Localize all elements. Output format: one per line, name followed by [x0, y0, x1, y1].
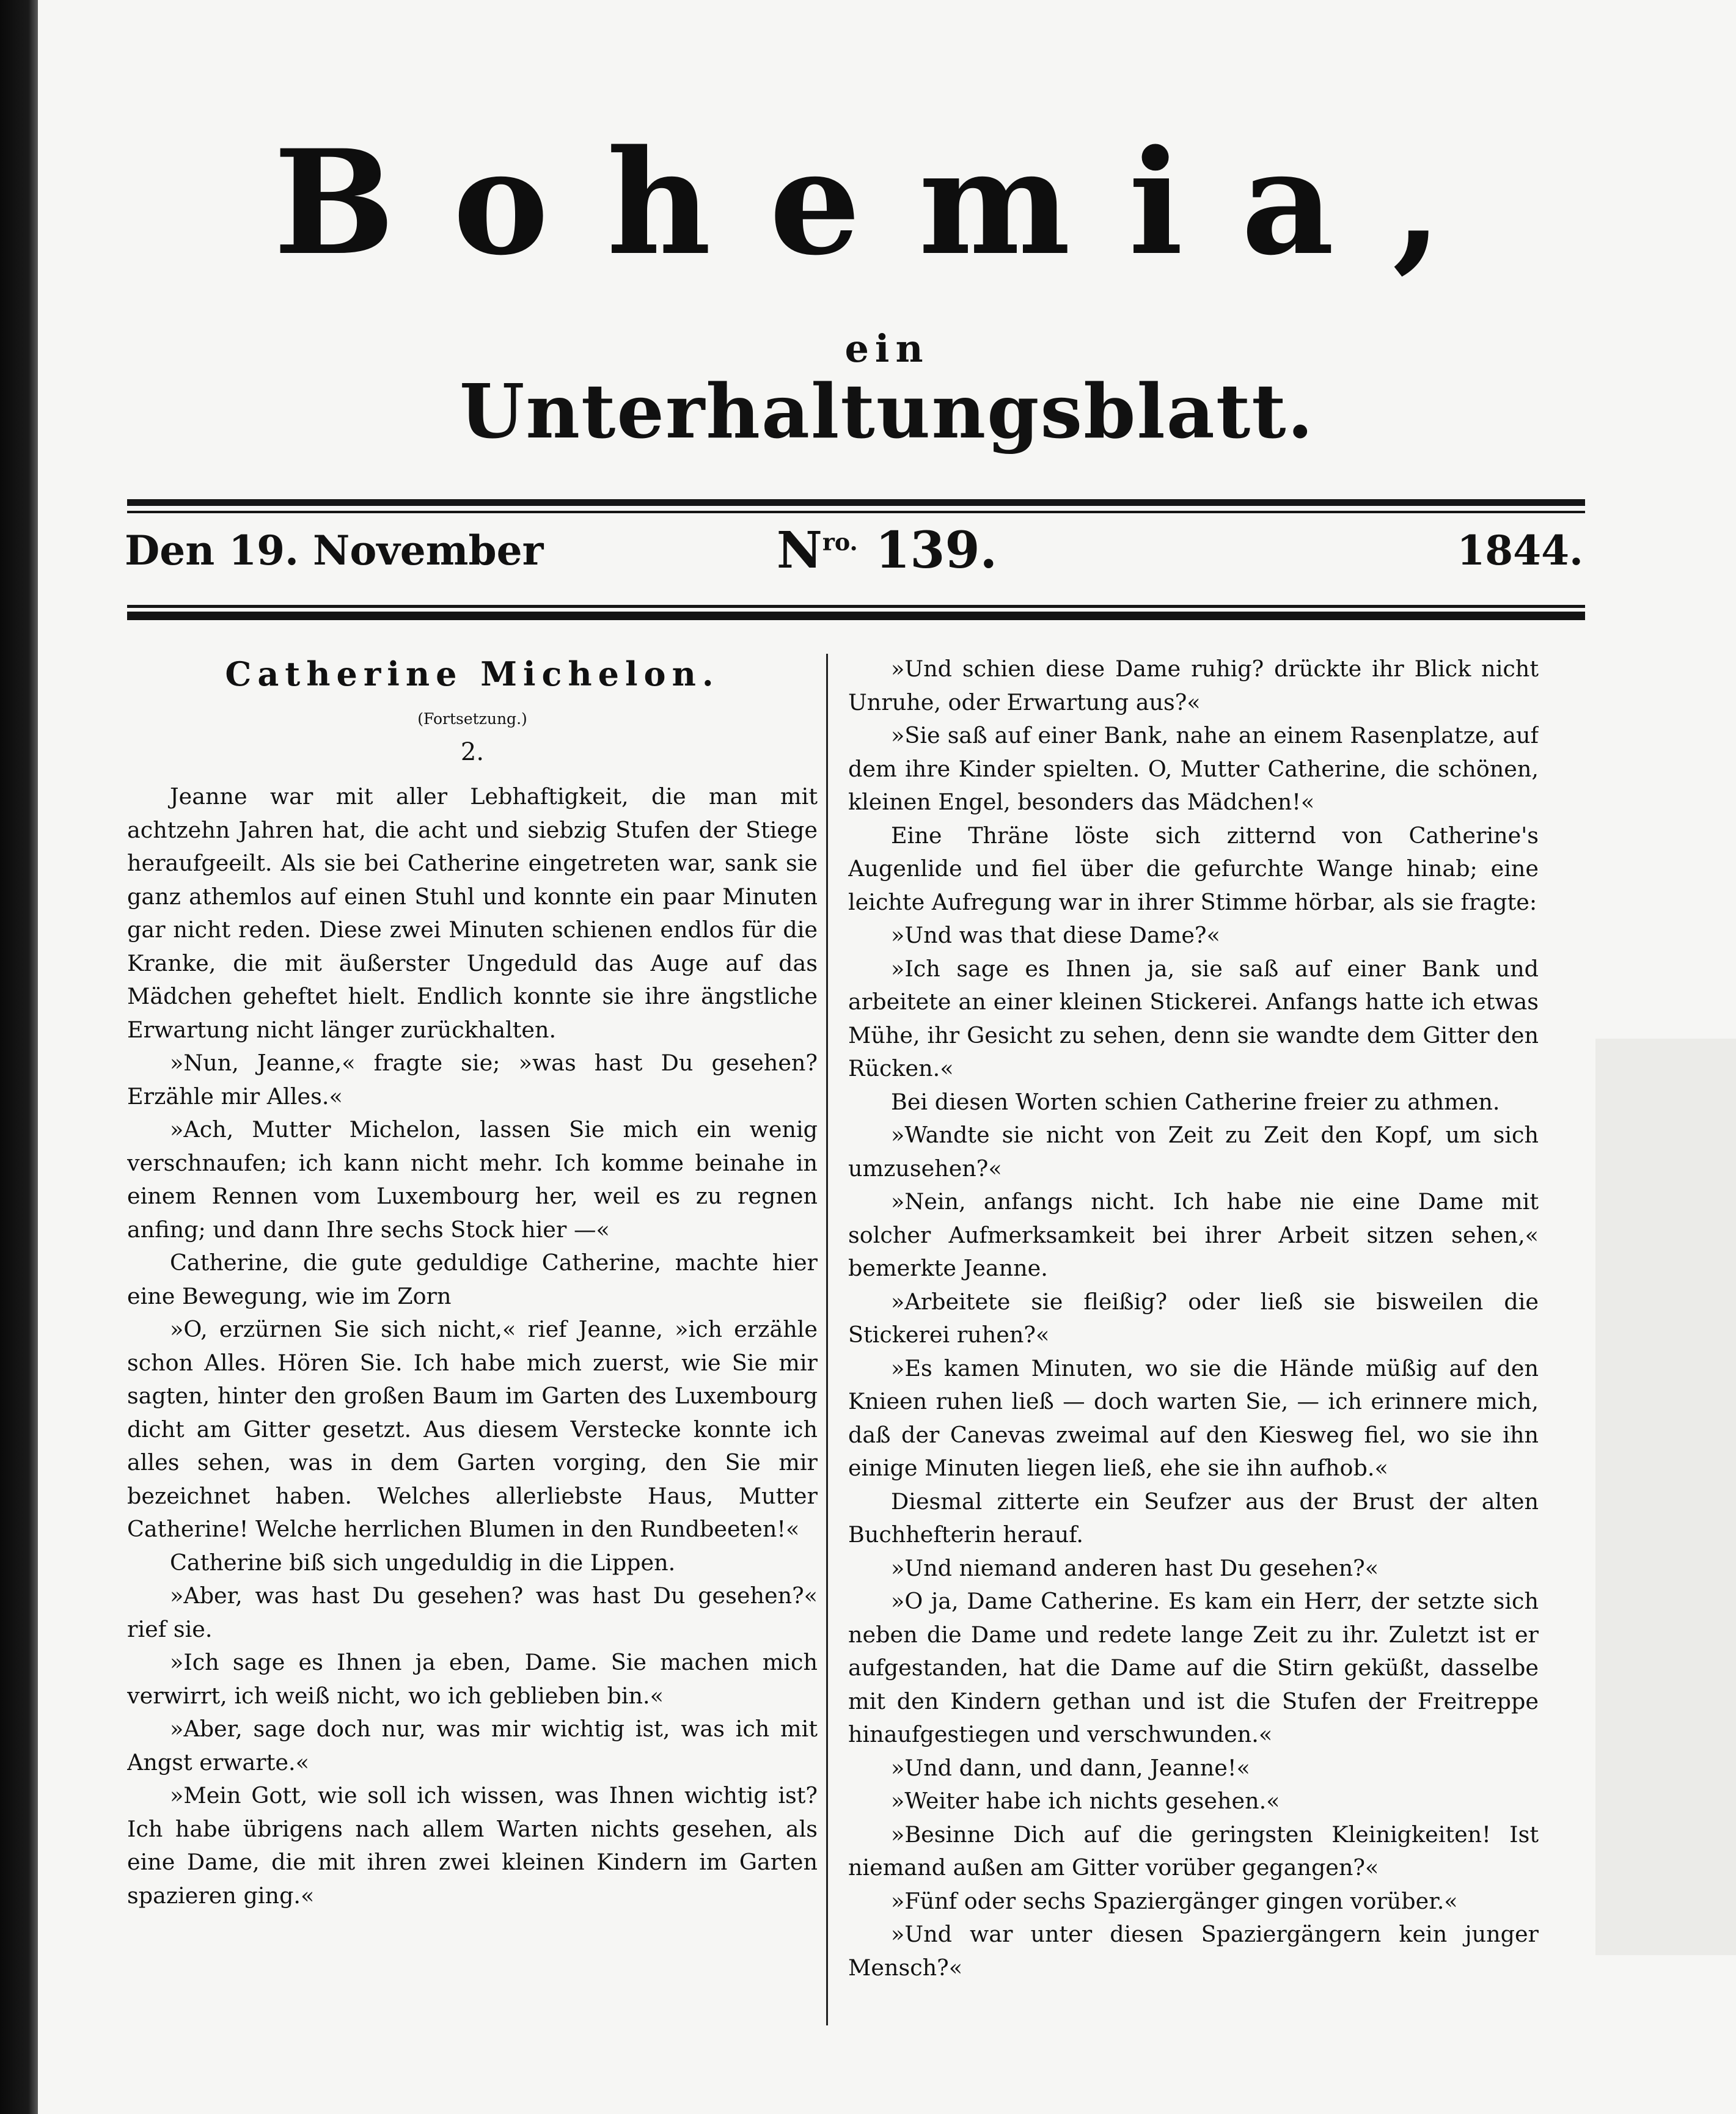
article-paragraph: »Und schien diese Dame ruhig? drückte ihr Blick nicht Unruhe, oder Erwartung aus?«	[848, 656, 1539, 715]
article-paragraph: »Weiter habe ich nichts gesehen.«	[891, 1788, 1280, 1814]
article-paragraph: »Besinne Dich auf die geringsten Kleinigkeiten! Ist niemand außen am Gitter vorüber gegangen?«	[848, 1821, 1539, 1881]
masthead-title: Bohemia,	[273, 119, 1501, 287]
article-paragraph: »Fünf oder sechs Spaziergänger gingen vorüber.«	[891, 1887, 1458, 1914]
right-paragraphs	[848, 653, 1539, 1984]
article-paragraph: »Und niemand anderen hast Du gesehen?«	[891, 1554, 1379, 1581]
newspaper-page	[38, 0, 1736, 2114]
article-paragraph: »Und war unter diesen Spaziergängern kein junger Mensch?«	[848, 1921, 1539, 1981]
issue-date: Den 19. November	[125, 527, 544, 574]
article-paragraph: Catherine, die gute geduldige Catherine, machte hier eine Bewegung, wie im Zorn	[127, 1249, 818, 1309]
article-paragraph: Eine Thräne löste sich zitternd von Catherine's Augenlide und fiel über die gefurchte Wange hinab; eine leichte Aufregung war in ihrer Stimme hörbar, als sie fragte:	[848, 822, 1539, 915]
article-paragraph: Diesmal zitterte ein Seufzer aus der Brust der alten Buchhefterin herauf.	[848, 1488, 1539, 1548]
masthead-subtitle: Unterhaltungsblatt.	[459, 367, 1315, 455]
issue-number-prefix: N	[776, 521, 822, 580]
left-column	[127, 653, 818, 2039]
issue-number-value: 139.	[875, 521, 998, 580]
article-paragraph: Jeanne war mit aller Lebhaftigkeit, die man mit achtzehn Jahren hat, die acht und siebzig Stufen der Stiege heraufgeeilt. Als sie bei Catherine eingetreten war, sank sie ganz athemlos auf einen Stuhl und konnte ein paar Minuten gar nicht reden. Diese zwei Minuten schienen endlos für die Kranke, die mit äußerster Ungeduld das Auge auf das Mädchen geheftet hielt. Endlich konnte sie ihre ängstliche Erwartung nicht länger zurückhalten.	[127, 783, 818, 1043]
article-paragraph: »Sie saß auf einer Bank, nahe an einem Rasenplatze, auf dem ihre Kinder spielten. O, Mutter Catherine, die schönen, kleinen Engel, besonders das Mädchen!«	[848, 722, 1539, 815]
issue-year: 1844.	[1457, 527, 1583, 574]
article-paragraph: »Nun, Jeanne,« fragte sie; »was hast Du gesehen? Erzähle mir Alles.«	[127, 1050, 818, 1110]
top-rule-thick	[127, 499, 1585, 506]
article-paragraph: »Und was that diese Dame?«	[891, 922, 1220, 948]
bleed-through-shade	[1595, 1039, 1736, 1955]
article-paragraph: »O ja, Dame Catherine. Es kam ein Herr, der setzte sich neben die Dame und redete lange Zeit zu ihr. Zuletzt ist er aufgestanden, hat die Dame auf die Stirn geküßt, dasselbe mit den Kindern gethan und ist die Stufen der Freitreppe hinaufgestiegen und verschwunden.«	[848, 1588, 1539, 1747]
column-divider	[826, 654, 828, 2025]
article-continuation: (Fortsetzung.)	[417, 710, 527, 728]
article-paragraph: »Ich sage es Ihnen ja, sie saß auf einer Bank und arbeitete an einer kleinen Stickerei. Anfangs hatte ich etwas Mühe, ihr Gesicht zu sehen, denn sie wandte dem Gitter den Rücken.«	[848, 955, 1539, 1081]
article-paragraph: »Wandte sie nicht von Zeit zu Zeit den Kopf, um sich umzusehen?«	[848, 1122, 1539, 1182]
article-paragraph: »Aber, was hast Du gesehen? was hast Du gesehen?« rief sie.	[127, 1582, 818, 1642]
article-paragraph: »O, erzürnen Sie sich nicht,« rief Jeanne, »ich erzähle schon Alles. Hören Sie. Ich habe mich zuerst, wie Sie mir sagten, hinter den großen Baum im Garten des Luxembourg dicht am Gitter gesetzt. Aus diesem Verstecke konnte ich alles sehen, was in dem Garten vorging, den Sie mir bezeichnet haben. Welches allerliebste Haus, Mutter Catherine! Welche herrlichen Blumen in den Rundbeeten!«	[127, 1316, 818, 1542]
article-title: Catherine Michelon.	[225, 654, 720, 693]
left-paragraphs	[127, 780, 818, 1912]
article-paragraph: »Und dann, und dann, Jeanne!«	[891, 1754, 1250, 1781]
right-column	[848, 653, 1539, 2039]
article-paragraph: »Aber, sage doch nur, was mir wichtig ist, was ich mit Angst erwarte.«	[127, 1716, 818, 1776]
article-paragraph: »Arbeitete sie fleißig? oder ließ sie bisweilen die Stickerei ruhen?«	[848, 1288, 1539, 1348]
article-paragraph: »Nein, anfangs nicht. Ich habe nie eine Dame mit solcher Aufmerksamkeit bei ihrer Arbeit sitzen sehen,« bemerkte Jeanne.	[848, 1188, 1539, 1281]
issue-number-sup: ro.	[822, 528, 858, 556]
article-paragraph: »Ach, Mutter Michelon, lassen Sie mich ein wenig verschnaufen; ich kann nicht mehr. Ich komme beinahe in einem Rennen vom Luxembourg her, weil es zu regnen anfing; und dann Ihre sechs Stock hier —«	[127, 1116, 818, 1243]
bottom-rule-thick	[127, 612, 1585, 620]
article-paragraph: »Ich sage es Ihnen ja eben, Dame. Sie machen mich verwirrt, ich weiß nicht, wo ich geblieben bin.«	[127, 1649, 818, 1709]
article-paragraph: »Es kamen Minuten, wo sie die Hände müßig auf den Knieen ruhen ließ — doch warten Sie, — ich erinnere mich, daß der Canevas zweimal auf den Kiesweg fiel, wo sie ihn einige Minuten liegen ließ, ehe sie ihn aufhob.«	[848, 1355, 1539, 1481]
article-paragraph: Catherine biß sich ungeduldig in die Lippen.	[170, 1549, 676, 1576]
article-paragraph: Bei diesen Worten schien Catherine freier zu athmen.	[891, 1088, 1500, 1115]
top-rule-thin	[127, 511, 1585, 513]
article-paragraph: »Mein Gott, wie soll ich wissen, was Ihnen wichtig ist? Ich habe übrigens nach allem Warten nichts gesehen, als eine Dame, die mit ihren zwei kleinen Kindern im Garten spazieren ging.«	[127, 1782, 818, 1909]
section-number: 2.	[460, 738, 485, 766]
bottom-rule-thin	[127, 605, 1585, 608]
book-binding-shadow	[0, 0, 38, 2114]
masthead-ein: ein	[844, 326, 929, 371]
